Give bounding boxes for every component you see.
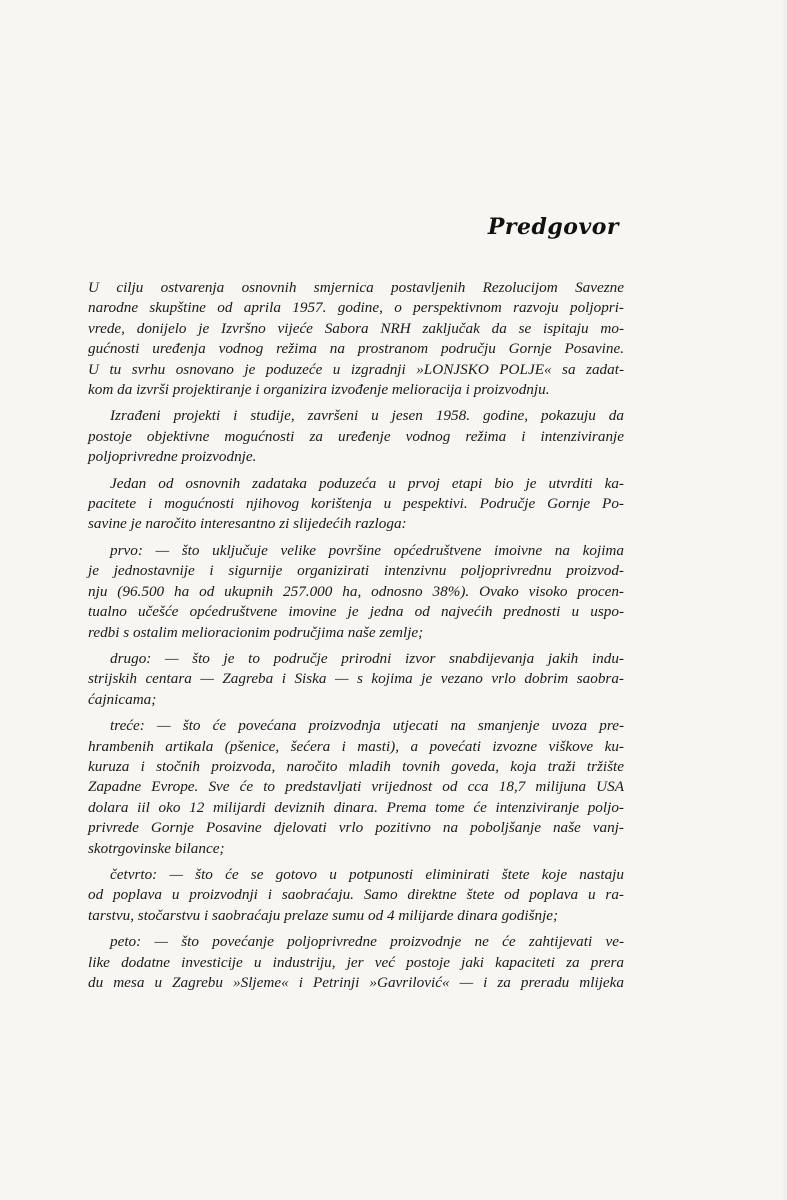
scan-edge bbox=[781, 0, 787, 1200]
paragraph bbox=[88, 474, 624, 535]
paragraph bbox=[88, 716, 624, 859]
text-line: U tu svrhu osnovano je poduzeće u izgradnji »LONJSKO POLJE« sa zadat- bbox=[88, 360, 624, 378]
text-line: du mesa u Zagrebu »Sljeme« i Petrinji »Gavrilović« — i za preradu mlijeka bbox=[88, 974, 624, 991]
text-line: drugo: — što je to područje prirodni izvor snabdijevanja jakih indu- bbox=[110, 649, 624, 667]
text-line: privrede Gornje Posavine djelovati vrlo pozitivno na poboljšanje naše vanj- bbox=[88, 819, 624, 837]
text-line: od poplava u proizvodnji i saobraćaju. Samo direktne štete od poplava u ra- bbox=[88, 886, 624, 904]
text-line: je jednostavnije i sigurnije organizirati intenzivnu poljoprivrednu proizvod- bbox=[88, 562, 624, 580]
text-line: savine je naročito interesantno zi slijedećih razloga: bbox=[88, 515, 407, 533]
body-text bbox=[88, 278, 624, 999]
text-line: treće: — što će povećana proizvodnja utjecati na smanjenje uvoza pre- bbox=[110, 717, 624, 735]
text-line: peto: — što povećanje poljoprivredne proizvodnje ne će zahtijevati ve- bbox=[110, 933, 624, 951]
text-line: Izrađeni projekti i studije, završeni u jesen 1958. godine, pokazuju da bbox=[110, 407, 624, 425]
text-line: dolara iil oko 12 milijardi deviznih dinara. Prema tome će intenziviranje poljo- bbox=[88, 798, 624, 816]
text-line: like dodatne investicije u industriju, jer već postoje jaki kapaciteti za prera bbox=[88, 953, 624, 971]
text-line: skotrgovinske bilance; bbox=[88, 839, 225, 857]
paragraph bbox=[88, 406, 624, 467]
text-line: gućnosti uređenja vodnog režima na prostranom području Gornje Posavine. bbox=[88, 340, 624, 358]
paragraph bbox=[88, 649, 624, 710]
text-line: pacitete i mogućnosti njihovog korištenja u pespektivi. Područje Gornje Po- bbox=[88, 495, 624, 513]
text-line: vrede, donijelo je Izvršno vijeće Sabora NRH zaključak da se ispitaju mo- bbox=[88, 319, 624, 337]
paragraph bbox=[88, 865, 624, 926]
text-line: nju (96.500 ha od ukupnih 257.000 ha, odnosno 38%). Ovako visoko procen- bbox=[88, 582, 624, 600]
text-line: ćajnicama; bbox=[88, 690, 157, 708]
text-line: kom da izvrši projektiranje i organizira izvođenje melioracija i proizvodnju. bbox=[88, 381, 550, 399]
paragraph bbox=[88, 278, 624, 400]
paragraph bbox=[88, 932, 624, 993]
paragraph bbox=[88, 541, 624, 643]
text-line: prvo: — što uključuje velike površine općedruštvene imoivne na kojima bbox=[110, 541, 624, 559]
text-line: postoje objektivne mogućnosti za uređenje vodnog režima i intenziviranje bbox=[88, 427, 624, 445]
text-line: poljoprivredne proizvodnje. bbox=[88, 448, 257, 466]
text-line: U cilju ostvarenja osnovnih smjernica postavljenih Rezolucijom Savezne bbox=[88, 279, 624, 296]
text-line: redbi s ostalim melioracionim područjima naše zemlje; bbox=[88, 623, 424, 641]
text-line: Zapadne Evrope. Sve će to predstavljati vrijednost od cca 18,7 milijuna USA bbox=[88, 778, 624, 796]
text-line: četvrto: — što će se gotovo u potpunosti eliminirati štete koje nastaju bbox=[110, 865, 624, 883]
page-heading: Predgovor bbox=[487, 214, 619, 240]
text-line: tualno učešće općedruštvene imovine je jedna od najvećih prednosti u uspo- bbox=[88, 603, 624, 621]
text-line: hrambenih artikala (pšenice, šećera i masti), a povećati izvozne viškove ku- bbox=[88, 737, 624, 755]
text-line: strijskih centara — Zagreba i Siska — s kojima je vezano vrlo dobrim saobra- bbox=[88, 670, 624, 688]
text-line: Jedan od osnovnih zadataka poduzeća u prvoj etapi bio je utvrditi ka- bbox=[110, 474, 624, 492]
text-line: tarstvu, stočarstvu i saobraćaju prelaze sumu od 4 milijarde dinara godišnje; bbox=[88, 906, 559, 924]
text-line: narodne skupštine od aprila 1957. godine, o perspektivnom razvoju poljopri- bbox=[88, 299, 624, 317]
text-line: kuruza i stočnih proizvoda, naročito mladih tovnih goveda, koja traži tržište bbox=[88, 757, 624, 775]
